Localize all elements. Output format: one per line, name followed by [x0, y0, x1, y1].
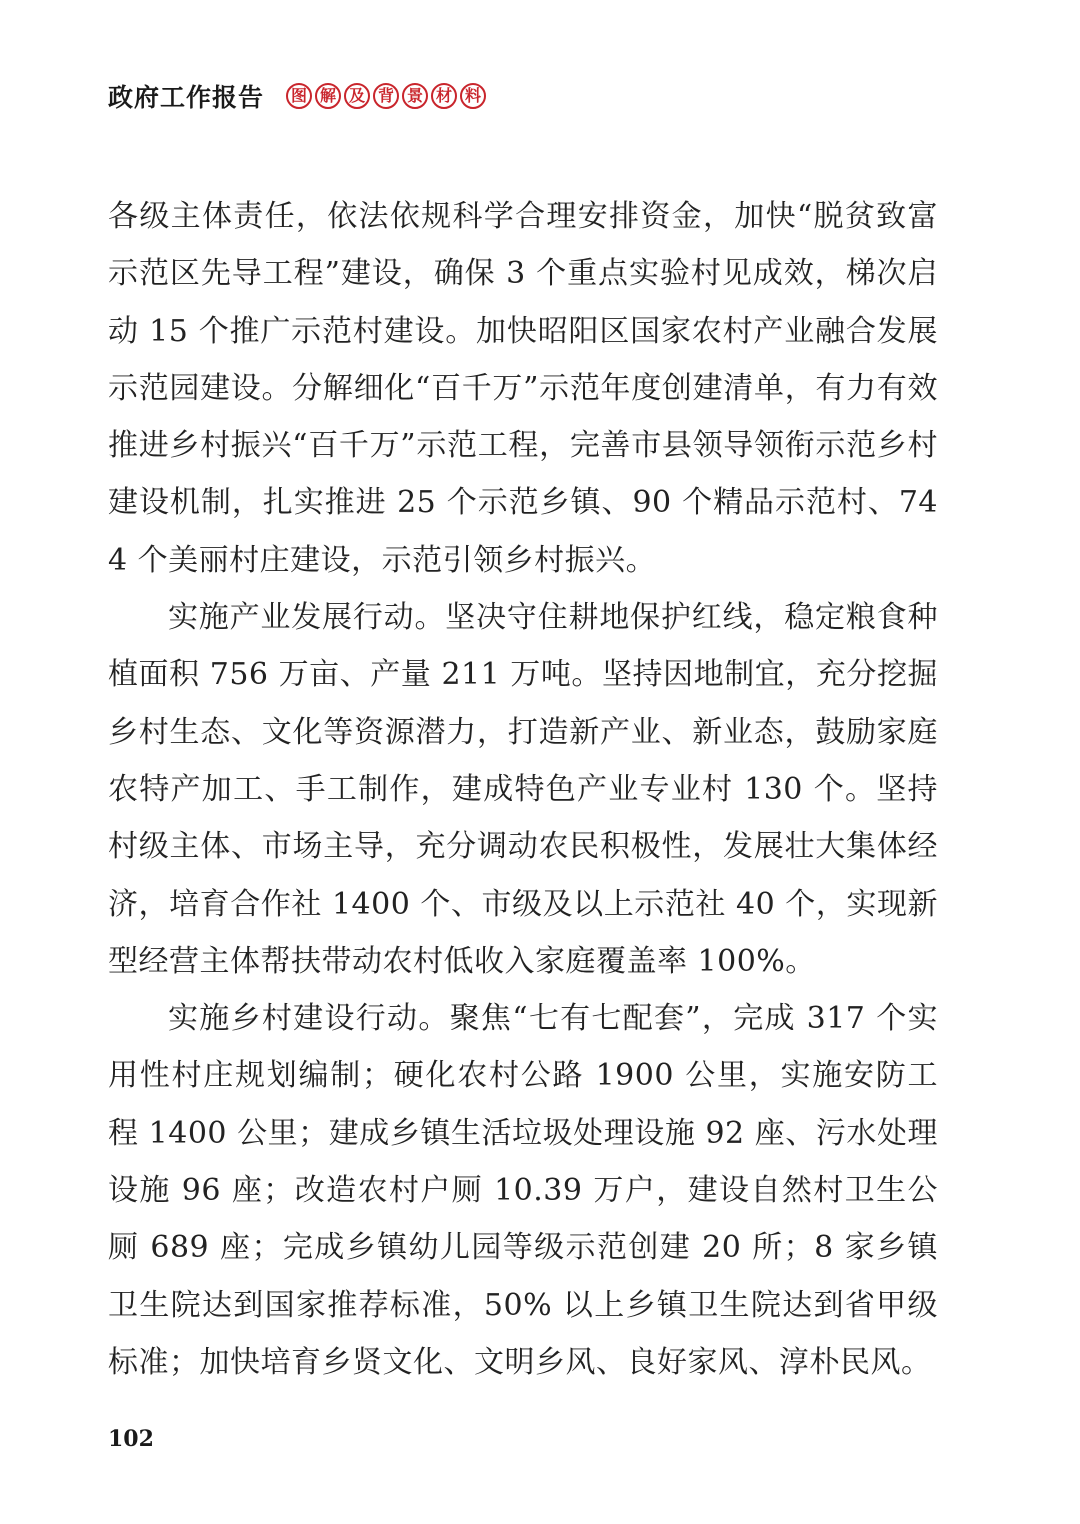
- seal-char: 解: [315, 83, 341, 109]
- seal-char: 背: [373, 83, 399, 109]
- seal-char: 及: [344, 83, 370, 109]
- paragraph-continuation: 各级主体责任，依法依规科学合理安排资金，加快“脱贫致富示范区先导工程”建设，确保 3 个重点实验村见成效，梯次启动 15 个推广示范村建设。加快昭阳区国家农村产业融合发展示范园建设。分解细化“百千万”示范年度创建清单，有力有效推进乡村振兴“百千万”示范工程，完善市县领导领衔示范乡村建设机制，扎实推进 25 个示范乡镇、90 个精品示范村、744 个美丽村庄建设，示范引领乡村振兴。: [108, 199, 938, 578]
- seal-char: 图: [286, 83, 312, 109]
- header-title: 政府工作报告: [108, 83, 265, 112]
- seal-char: 景: [402, 83, 428, 109]
- seal-char: 材: [431, 83, 457, 109]
- paragraph-rural-construction: 实施乡村建设行动。聚焦“七有七配套”，完成 317 个实用性村庄规划编制；硬化农村公路 1900 公里，实施安防工程 1400 公里；建成乡镇生活垃圾处理设施 92 座、污水处理设施 96 座；改造农村户厕 10.39 万户，建设自然村卫生公厕 689 座；完成乡镇幼儿园等级示范创建 20 所；8 家乡镇卫生院达到国家推荐标准，50% 以上乡镇卫生院达到省甲级标准；加快培育乡贤文化、文明乡风、良好家风、淳朴民风。: [108, 1001, 938, 1380]
- header-seal-subtitle: [286, 83, 486, 109]
- paragraph-industry-development: 实施产业发展行动。坚决守住耕地保护红线，稳定粮食种植面积 756 万亩、产量 211 万吨。坚持因地制宜，充分挖掘乡村生态、文化等资源潜力，打造新产业、新业态，鼓励家庭农特产加工、手工制作，建成特色产业专业村 130 个。坚持村级主体、市场主导，充分调动农民积极性，发展壮大集体经济，培育合作社 1400 个、市级及以上示范社 40 个，实现新型经营主体帮扶带动农村低收入家庭覆盖率 100%。: [108, 600, 938, 979]
- running-header: [108, 76, 486, 116]
- page-number: 102: [108, 1426, 154, 1452]
- seal-char: 料: [460, 83, 486, 109]
- body-text: [108, 188, 938, 1391]
